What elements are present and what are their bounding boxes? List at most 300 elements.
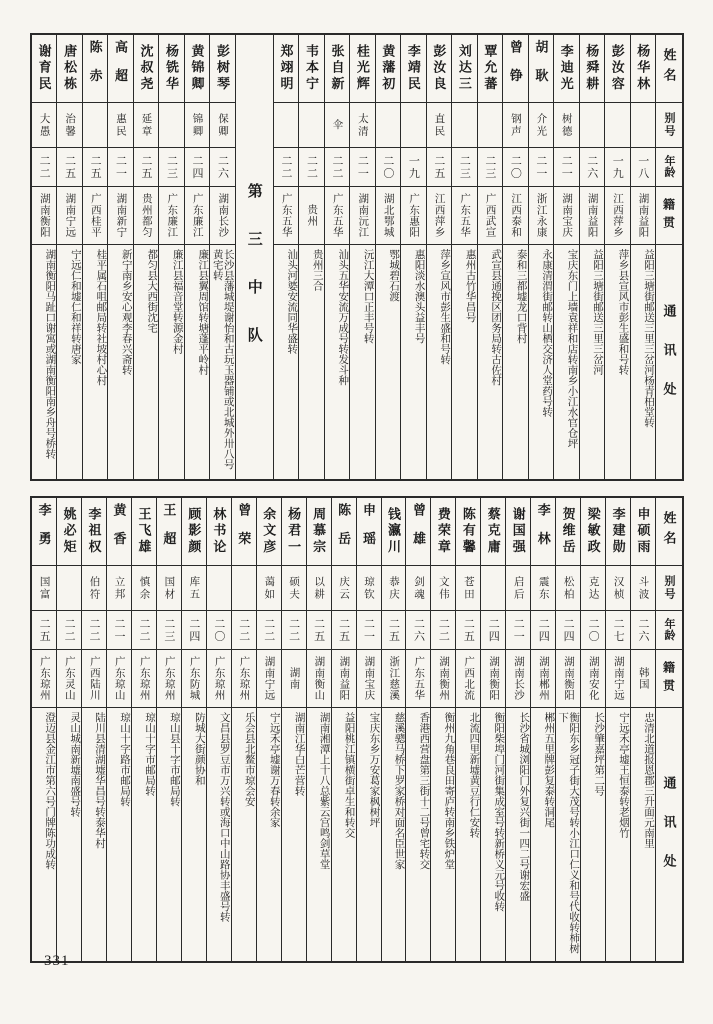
age-cell <box>580 147 604 186</box>
person-name: 谢国强 <box>510 507 526 556</box>
native-cell <box>32 186 56 244</box>
native-cell <box>580 186 604 244</box>
person-column <box>32 498 56 961</box>
native-cell <box>107 649 131 707</box>
person-native: 湖南衡阳 <box>38 193 50 238</box>
native-cell <box>232 649 256 707</box>
address-cell: 宁远仁和墟仁和祥转唐家 <box>57 244 81 479</box>
person-name: 李迪光 <box>558 44 574 93</box>
person-column <box>630 498 655 961</box>
person-column <box>579 35 604 479</box>
person-native: 广东五华 <box>413 656 425 701</box>
person-age: 二四 <box>187 617 200 643</box>
native-cell <box>332 649 356 707</box>
person-column <box>281 498 306 961</box>
address-cell: 琼山十字市邮局转 <box>132 707 156 961</box>
age-cell <box>134 147 158 186</box>
age-cell <box>556 610 580 649</box>
person-age: 一九 <box>611 154 624 180</box>
person-name: 谢育民 <box>36 44 52 93</box>
person-age: 二一 <box>512 617 525 643</box>
person-native: 江西萍乡 <box>433 193 445 238</box>
page-number: 331 <box>44 953 70 969</box>
person-alias: 立邦 <box>113 575 125 601</box>
address-cell: 鄂城碧石渡 <box>376 244 400 479</box>
person-native: 广东廉江 <box>166 193 178 238</box>
name-cell <box>257 498 281 565</box>
name-cell <box>481 498 505 565</box>
address-cell: 陆川县清湖墟华昌号转泰华村 <box>82 707 106 961</box>
alias-cell <box>108 102 132 147</box>
person-column <box>480 498 505 961</box>
person-name: 王飞雄 <box>136 507 152 556</box>
address-cell: 宝庆东门上墙袁祥和店转南乡小江水官仓坪 <box>554 244 578 479</box>
address-cell: 益阳三塘街邮送三里三岔河杨青柏堂转 <box>631 244 655 479</box>
person-native: 湖南 <box>288 667 300 690</box>
person-age: 二三 <box>162 617 175 643</box>
name-cell <box>556 498 580 565</box>
header-age-label: 年龄 <box>663 155 675 179</box>
age-cell <box>631 610 655 649</box>
person-name: 姚必矩 <box>61 507 77 556</box>
native-cell <box>431 649 455 707</box>
person-age: 二〇 <box>381 154 394 180</box>
person-column <box>555 498 580 961</box>
alias-cell <box>134 102 158 147</box>
person-column <box>209 35 234 479</box>
address-cell: 永康清渭街邮转山栖交济人堂药号转 <box>529 244 553 479</box>
person-age: 一九 <box>407 154 420 180</box>
age-cell <box>299 147 323 186</box>
person-column <box>580 498 605 961</box>
alias-cell <box>631 565 655 610</box>
person-column <box>604 35 629 479</box>
name-cell <box>350 35 374 102</box>
header-alias-label: 别号 <box>663 575 675 601</box>
person-age: 二五 <box>38 617 51 643</box>
person-name: 李勇 <box>36 502 52 561</box>
person-native: 广西陆川 <box>88 656 100 701</box>
person-alias: 治馨 <box>64 112 76 138</box>
person-age: 二五 <box>462 617 475 643</box>
person-name: 沈叔尧 <box>138 44 154 93</box>
person-column <box>553 35 578 479</box>
person-age: 二三 <box>483 154 496 180</box>
name-cell <box>57 498 81 565</box>
person-alias: 启后 <box>512 575 524 601</box>
age-cell <box>108 147 132 186</box>
alias-cell <box>159 102 183 147</box>
name-cell <box>382 498 406 565</box>
person-column <box>82 35 107 479</box>
person-alias: 苍田 <box>462 575 474 601</box>
alias-cell <box>307 565 331 610</box>
person-column <box>455 498 480 961</box>
alias-cell <box>107 565 131 610</box>
person-column <box>505 498 530 961</box>
alias-cell <box>207 565 231 610</box>
age-cell <box>350 147 374 186</box>
header-name-cell <box>656 498 682 565</box>
person-column <box>477 35 502 479</box>
person-column <box>605 498 630 961</box>
name-cell <box>299 35 323 102</box>
person-age: 二一 <box>534 154 547 180</box>
squadron-divider-label: 第三中队 <box>245 183 262 375</box>
person-name: 蔡克庸 <box>485 507 501 556</box>
name-cell <box>325 35 349 102</box>
native-cell <box>210 186 234 244</box>
age-cell <box>282 610 306 649</box>
person-native: 湖南长沙 <box>513 656 525 701</box>
native-cell <box>57 649 81 707</box>
person-alias: 以耕 <box>313 575 325 601</box>
person-native: 湖南宁远 <box>612 656 624 701</box>
native-cell <box>554 186 578 244</box>
native-cell <box>531 649 555 707</box>
header-address-label: 通讯处 <box>661 303 677 421</box>
age-cell <box>631 147 655 186</box>
alias-cell <box>83 102 107 147</box>
name-cell <box>132 498 156 565</box>
native-cell <box>299 186 323 244</box>
person-alias: 国富 <box>38 575 50 601</box>
person-age: 一八 <box>636 154 649 180</box>
person-column <box>107 35 132 479</box>
address-cell: 汕头五华安流万成号转发斗种 <box>325 244 349 479</box>
native-cell <box>506 649 530 707</box>
address-cell: 湖南江华白芒营转 <box>282 707 306 961</box>
person-age: 二五 <box>337 617 350 643</box>
person-alias: 大愚 <box>38 112 50 138</box>
person-name: 王超 <box>161 502 177 561</box>
alias-cell <box>478 102 502 147</box>
address-cell: 廉江县翼周馆转塘蓬平岭村 <box>185 244 209 479</box>
person-column <box>324 35 349 479</box>
age-cell <box>456 610 480 649</box>
person-age: 二五 <box>63 154 76 180</box>
native-cell <box>631 186 655 244</box>
alias-cell <box>456 565 480 610</box>
person-native: 湖南宝庆 <box>363 656 375 701</box>
alias-cell <box>57 102 81 147</box>
person-alias: 汉桢 <box>612 575 624 601</box>
age-cell <box>32 147 56 186</box>
address-cell: 湖南衡阳马趾口谢寓或湖南衡阳南乡舟号桥转 <box>32 244 56 479</box>
person-alias: 库五 <box>188 575 200 601</box>
header-alias-cell <box>656 565 682 610</box>
person-column <box>530 498 555 961</box>
alias-cell <box>581 565 605 610</box>
person-alias: 硕夫 <box>288 575 300 601</box>
header-age-cell <box>656 147 682 186</box>
alias-cell <box>325 102 349 147</box>
person-native: 江西萍乡 <box>612 193 624 238</box>
alias-cell <box>274 102 298 147</box>
person-native: 广西武宣 <box>484 193 496 238</box>
address-cell: 灵山城南新墟南盛号转 <box>57 707 81 961</box>
native-cell <box>282 649 306 707</box>
person-age: 二二 <box>437 617 450 643</box>
name-cell <box>401 35 425 102</box>
age-cell <box>132 610 156 649</box>
age-cell <box>107 610 131 649</box>
person-native: 广东五华 <box>459 193 471 238</box>
person-column <box>56 35 81 479</box>
person-alias: 蔼如 <box>263 575 275 601</box>
address-cell: 乐会县北鳌市琼会安 <box>232 707 256 961</box>
name-cell <box>32 35 56 102</box>
native-cell <box>325 186 349 244</box>
bottom-roster-table <box>30 496 684 963</box>
age-cell <box>57 610 81 649</box>
address-cell: 桂平属石咀邮局转社坡村心村 <box>83 244 107 479</box>
address-cell: 宁远禾亭墟王恒泰转老烟竹 <box>606 707 630 961</box>
address-cell: 长沙县藩城堤谢怡和古玩玉器铺或北城外卅八号黄宅转 <box>210 244 234 479</box>
name-cell <box>32 498 56 565</box>
person-name: 曾荣 <box>236 502 252 561</box>
person-age: 二五 <box>432 154 445 180</box>
person-name: 彭树琴 <box>214 44 230 93</box>
age-cell <box>32 610 56 649</box>
name-cell <box>134 35 158 102</box>
age-cell <box>257 610 281 649</box>
person-age: 二五 <box>312 617 325 643</box>
name-cell <box>282 498 306 565</box>
person-native: 湖南沅江 <box>357 193 369 238</box>
header-name-label: 姓名 <box>661 511 677 552</box>
address-cell: 衡阳柴埠门河街集成室号转新桥义元号收转 <box>481 707 505 961</box>
person-column <box>256 498 281 961</box>
name-cell <box>529 35 553 102</box>
age-cell <box>157 610 181 649</box>
person-native: 浙江慈溪 <box>388 656 400 701</box>
person-age: 二六 <box>585 154 598 180</box>
alias-cell <box>631 102 655 147</box>
person-age: 二二 <box>137 617 150 643</box>
native-cell <box>427 186 451 244</box>
person-alias: 斗波 <box>637 575 649 601</box>
address-cell: 湖南湘潭上十八总紫云宫鸣剑草堂 <box>307 707 331 961</box>
name-cell <box>631 35 655 102</box>
header-address-cell <box>656 244 682 479</box>
address-cell: 忠清北道报恩郡三升面元南里 <box>631 707 655 961</box>
person-age: 二一 <box>362 617 375 643</box>
person-name: 郑翊明 <box>278 44 294 93</box>
age-cell <box>452 147 476 186</box>
person-native: 湖南新宁 <box>115 193 127 238</box>
person-age: 二二 <box>88 617 101 643</box>
native-cell <box>132 649 156 707</box>
person-column <box>273 35 298 479</box>
person-name: 梁敏政 <box>585 507 601 556</box>
person-name: 林书论 <box>211 507 227 556</box>
age-cell <box>401 147 425 186</box>
alias-cell <box>531 565 555 610</box>
name-cell <box>406 498 430 565</box>
person-column <box>156 498 181 961</box>
person-age: 二二 <box>330 154 343 180</box>
person-name: 杨君一 <box>286 507 302 556</box>
person-age: 二三 <box>165 154 178 180</box>
person-native: 广西北流 <box>463 656 475 701</box>
name-cell <box>631 498 655 565</box>
person-name: 黄藩初 <box>380 44 396 93</box>
person-name: 李建勋 <box>610 507 626 556</box>
person-name: 曾雄 <box>410 502 426 561</box>
address-cell: 琼山十字路市邮局转 <box>107 707 131 961</box>
person-alias: 庆云 <box>338 575 350 601</box>
native-cell <box>401 186 425 244</box>
name-cell <box>456 498 480 565</box>
address-cell: 新宁南乡安心观李春兴斋转 <box>108 244 132 479</box>
address-cell: 防城大街颜协和 <box>182 707 206 961</box>
age-cell <box>307 610 331 649</box>
person-age: 二二 <box>237 617 250 643</box>
native-cell <box>32 649 56 707</box>
person-name: 陈赤 <box>87 39 103 98</box>
person-name: 韦本宁 <box>303 44 319 93</box>
alias-cell <box>606 565 630 610</box>
address-cell: 北流四里新墟黄豆行仁安转 <box>456 707 480 961</box>
top-roster-table <box>30 33 684 481</box>
person-alias: 松柏 <box>562 575 574 601</box>
person-native: 广东惠阳 <box>408 193 420 238</box>
alias-cell <box>481 565 505 610</box>
native-cell <box>606 649 630 707</box>
person-name: 费荣章 <box>435 507 451 556</box>
name-cell <box>57 35 81 102</box>
person-native: 湖南衡州 <box>438 656 450 701</box>
person-column <box>405 498 430 961</box>
person-column <box>375 35 400 479</box>
person-name: 钱瀛川 <box>385 507 401 556</box>
age-cell <box>83 147 107 186</box>
alias-cell <box>431 565 455 610</box>
person-column <box>528 35 553 479</box>
age-cell <box>581 610 605 649</box>
address-cell: 都匀县大西街沈宅 <box>134 244 158 479</box>
age-cell <box>274 147 298 186</box>
person-age: 二六 <box>216 154 229 180</box>
person-alias: 剑魂 <box>412 575 424 601</box>
person-age: 二一 <box>356 154 369 180</box>
age-cell <box>406 610 430 649</box>
alias-cell <box>506 565 530 610</box>
person-name: 周慕宗 <box>311 507 327 556</box>
name-cell <box>307 498 331 565</box>
person-column <box>349 35 374 479</box>
native-cell <box>207 649 231 707</box>
person-alias: 直民 <box>433 112 445 138</box>
alias-cell <box>82 565 106 610</box>
alias-cell <box>401 102 425 147</box>
address-cell: 益阳桃江镇横街卓生和转交 <box>332 707 356 961</box>
address-cell: 衡阳东乡冠子街大茂号转小江口仁义和号代收转柿树下 <box>556 707 580 961</box>
person-alias: 慎余 <box>138 575 150 601</box>
age-cell <box>431 610 455 649</box>
person-alias: 克达 <box>587 575 599 601</box>
person-age: 二二 <box>279 154 292 180</box>
age-cell <box>159 147 183 186</box>
person-native: 湖南衡阳 <box>488 656 500 701</box>
person-age: 二四 <box>537 617 550 643</box>
header-column <box>655 498 682 961</box>
age-cell <box>481 610 505 649</box>
person-age: 二四 <box>562 617 575 643</box>
native-cell <box>456 649 480 707</box>
age-cell <box>376 147 400 186</box>
address-cell: 香港西营盘第三街十二号曾宅转交 <box>406 707 430 961</box>
person-alias: 太清 <box>356 112 368 138</box>
person-name: 黄香 <box>111 502 127 561</box>
age-cell <box>57 147 81 186</box>
native-cell <box>357 649 381 707</box>
alias-cell <box>605 102 629 147</box>
alias-cell <box>580 102 604 147</box>
header-name-cell <box>656 35 682 102</box>
person-name: 曾铮 <box>507 39 523 98</box>
native-cell <box>274 186 298 244</box>
person-native: 湖南益阳 <box>586 193 598 238</box>
alias-cell <box>332 565 356 610</box>
name-cell <box>452 35 476 102</box>
person-native: 广东五华 <box>280 193 292 238</box>
alias-cell <box>554 102 578 147</box>
person-alias: 介光 <box>535 112 547 138</box>
alias-cell <box>427 102 451 147</box>
person-alias: 延章 <box>140 112 152 138</box>
person-column <box>133 35 158 479</box>
person-age: 二〇 <box>587 617 600 643</box>
age-cell <box>503 147 527 186</box>
address-cell: 沅江大潭口正丰号转 <box>350 244 374 479</box>
person-column <box>56 498 81 961</box>
person-alias: 文伟 <box>437 575 449 601</box>
header-age-label: 年龄 <box>663 618 675 642</box>
person-native: 湖南安化 <box>587 656 599 701</box>
alias-cell <box>257 565 281 610</box>
native-cell <box>57 186 81 244</box>
header-native-cell <box>656 186 682 244</box>
person-alias: 锦卿 <box>191 112 203 138</box>
age-cell <box>554 147 578 186</box>
person-name: 申硕雨 <box>635 507 651 556</box>
person-native: 湖南衡山 <box>313 656 325 701</box>
header-address-cell <box>656 707 682 961</box>
person-age: 二七 <box>612 617 625 643</box>
person-alias: 伞 <box>331 118 343 132</box>
person-name: 杨铣华 <box>164 44 180 93</box>
name-cell <box>605 35 629 102</box>
person-column <box>81 498 106 961</box>
name-cell <box>207 498 231 565</box>
name-cell <box>157 498 181 565</box>
native-cell <box>605 186 629 244</box>
name-cell <box>182 498 206 565</box>
name-cell <box>210 35 234 102</box>
header-alias-cell <box>656 102 682 147</box>
person-age: 二二 <box>262 617 275 643</box>
person-name: 陈有馨 <box>460 507 476 556</box>
squadron-divider-column <box>235 35 273 479</box>
header-name-label: 姓名 <box>661 48 677 89</box>
name-cell <box>82 498 106 565</box>
name-cell <box>478 35 502 102</box>
native-cell <box>350 186 374 244</box>
address-cell: 慈溪骢马桥下罗家桥对面名臣世家 <box>382 707 406 961</box>
person-native: 江西泰和 <box>510 193 522 238</box>
